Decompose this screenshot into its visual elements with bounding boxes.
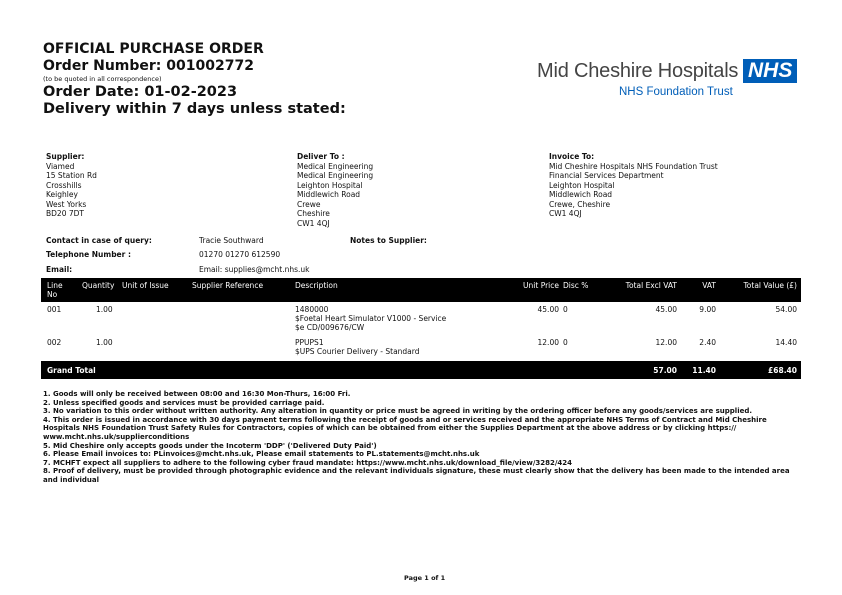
deliver-to-line: CW1 4QJ bbox=[297, 218, 330, 228]
header-total-excl-vat: Total Excl VAT bbox=[625, 281, 677, 290]
invoice-to-line: CW1 4QJ bbox=[549, 209, 582, 218]
header-disc: Disc % bbox=[563, 281, 589, 290]
deliver-to-label: Deliver To : bbox=[297, 152, 345, 161]
grand-total-vat: 11.40 bbox=[692, 366, 716, 375]
deliver-to-line: Medical Engineering bbox=[297, 171, 374, 180]
row-total-excl-vat: 12.00 bbox=[655, 338, 677, 347]
term-item: 2. Unless specified goods and services must be provided carriage paid. bbox=[43, 398, 325, 407]
row-description: 1480000 $Foetal Heart Simulator V1000 - Service $e CD/009676/CW bbox=[295, 305, 447, 332]
header-supplier-reference: Supplier Reference bbox=[192, 281, 264, 290]
header-vat: VAT bbox=[702, 281, 716, 290]
invoice-to-block bbox=[549, 152, 809, 219]
row-total-value: 14.40 bbox=[775, 338, 797, 347]
header-unit-price: Unit Price bbox=[523, 281, 559, 290]
contact-value: Tracie Southward bbox=[199, 236, 264, 245]
deliver-to-block bbox=[297, 152, 527, 228]
supplier-line: Keighley bbox=[46, 190, 78, 199]
row-vat: 2.40 bbox=[699, 338, 716, 347]
grand-total-value: £68.40 bbox=[768, 366, 797, 375]
term-item: 7. MCHFT expect all suppliers to adhere to the following cyber fraud mandate: https://www.mcht.nhs.uk/download_file/view/3282/424 bbox=[43, 458, 573, 467]
order-number: Order Number: 001002772 bbox=[43, 58, 254, 74]
email-label: Email: bbox=[46, 265, 73, 274]
supplier-line: Viamed bbox=[46, 161, 75, 171]
header-quantity: Quantity bbox=[82, 281, 115, 290]
invoice-to-label: Invoice To: bbox=[549, 152, 595, 161]
row-total-excl-vat: 45.00 bbox=[655, 305, 677, 314]
supplier-line: Crosshills bbox=[46, 180, 82, 190]
deliver-to-line: Crewe bbox=[297, 199, 321, 209]
row-line: 002 bbox=[47, 338, 62, 347]
row-disc: 0 bbox=[563, 338, 568, 347]
logo-org-name: Mid Cheshire Hospitals bbox=[537, 60, 739, 82]
term-item: 6. Please Email invoices to: PLinvoices@mcht.nhs.uk, Please email statements to PL.statements@mcht.nhs.uk bbox=[43, 450, 480, 459]
supplier-line: 15 Station Rd bbox=[46, 171, 97, 180]
supplier-line: West Yorks bbox=[46, 199, 87, 209]
row-line: 001 bbox=[47, 305, 62, 314]
page-number: Page 1 of 1 bbox=[404, 574, 446, 582]
grand-total-label: Grand Total bbox=[47, 366, 96, 375]
row-quantity: 1.00 bbox=[96, 305, 113, 314]
term-item: 3. No variation to this order without written authority. Any alteration in quantity or price must be agreed in writing by the ordering officer before any goods/services are supplied. bbox=[43, 407, 753, 416]
terms-list bbox=[43, 390, 800, 485]
supplier-line: BD20 7DT bbox=[46, 209, 84, 218]
supplier-label: Supplier: bbox=[46, 152, 85, 161]
delivery-note: Delivery within 7 days unless stated: bbox=[43, 101, 346, 117]
logo-trust-name: NHS Foundation Trust bbox=[619, 86, 733, 98]
row-vat: 9.00 bbox=[699, 305, 716, 314]
invoice-to-line: Financial Services Department bbox=[549, 171, 664, 180]
term-item: 4. This order is issued in accordance with 30 days payment terms following the receipt of goods and or services received and the appropriate NHS Terms of Contract and Mid Cheshire Hospitals NHS Foundation Trust Safety Rules for Contractors, copies of which can be obtained from either the Supplies Department at the above address or by clicking https:// www.mcht.nhs.uk/supplierconditions bbox=[43, 415, 767, 441]
row-unit-price: 12.00 bbox=[537, 338, 559, 347]
contact-label: Contact in case of query: bbox=[46, 236, 152, 245]
table-row bbox=[41, 338, 801, 358]
term-item: 1. Goods will only be received between 08:00 and 16:30 Mon-Thurs, 16:00 Fri. bbox=[43, 390, 351, 398]
nhs-logo: NHS bbox=[743, 59, 797, 83]
phone-value: 01270 01270 612590 bbox=[199, 250, 281, 259]
grand-total-excl: 57.00 bbox=[653, 366, 677, 375]
deliver-to-line: Cheshire bbox=[297, 209, 330, 218]
row-description: PPUPS1 $UPS Courier Delivery - Standard bbox=[295, 338, 420, 356]
invoice-to-line: Middlewich Road bbox=[549, 190, 613, 199]
row-quantity: 1.00 bbox=[96, 338, 113, 347]
table-header bbox=[41, 278, 801, 302]
order-date: Order Date: 01-02-2023 bbox=[43, 84, 238, 100]
deliver-to-line: Medical Engineering bbox=[297, 161, 374, 171]
supplier-block bbox=[46, 152, 276, 219]
email-value: Email: supplies@mcht.nhs.uk bbox=[199, 265, 310, 274]
invoice-to-line: Mid Cheshire Hospitals NHS Foundation Trust bbox=[549, 161, 718, 171]
header-unit-of-issue: Unit of Issue bbox=[122, 281, 169, 290]
header-line: Line No bbox=[47, 281, 63, 299]
deliver-to-line: Leighton Hospital bbox=[297, 180, 363, 190]
table-row bbox=[41, 305, 801, 335]
row-unit-price: 45.00 bbox=[537, 305, 559, 314]
term-item: 8. Proof of delivery, must be provided through photographic evidence and the relevant individuals signature, these must clearly show that the delivery has been made to the intended area and individual bbox=[43, 467, 790, 484]
deliver-to-line: Middlewich Road bbox=[297, 190, 361, 199]
invoice-to-line: Crewe, Cheshire bbox=[549, 199, 611, 209]
term-item: 5. Mid Cheshire only accepts goods under the Incoterm 'DDP' ('Delivered Duty Paid') bbox=[43, 441, 377, 450]
invoice-to-line: Leighton Hospital bbox=[549, 180, 615, 190]
document-title: OFFICIAL PURCHASE ORDER bbox=[43, 41, 264, 57]
row-total-value: 54.00 bbox=[775, 305, 797, 314]
phone-label: Telephone Number : bbox=[46, 250, 131, 259]
grand-total-row bbox=[41, 361, 801, 379]
notes-label: Notes to Supplier: bbox=[350, 236, 427, 245]
row-disc: 0 bbox=[563, 305, 568, 314]
header-total-value: Total Value (£) bbox=[743, 281, 797, 290]
trust-logo bbox=[537, 60, 738, 83]
quote-note: (to be quoted in all correspondence) bbox=[43, 75, 162, 83]
header-description: Description bbox=[295, 281, 338, 290]
